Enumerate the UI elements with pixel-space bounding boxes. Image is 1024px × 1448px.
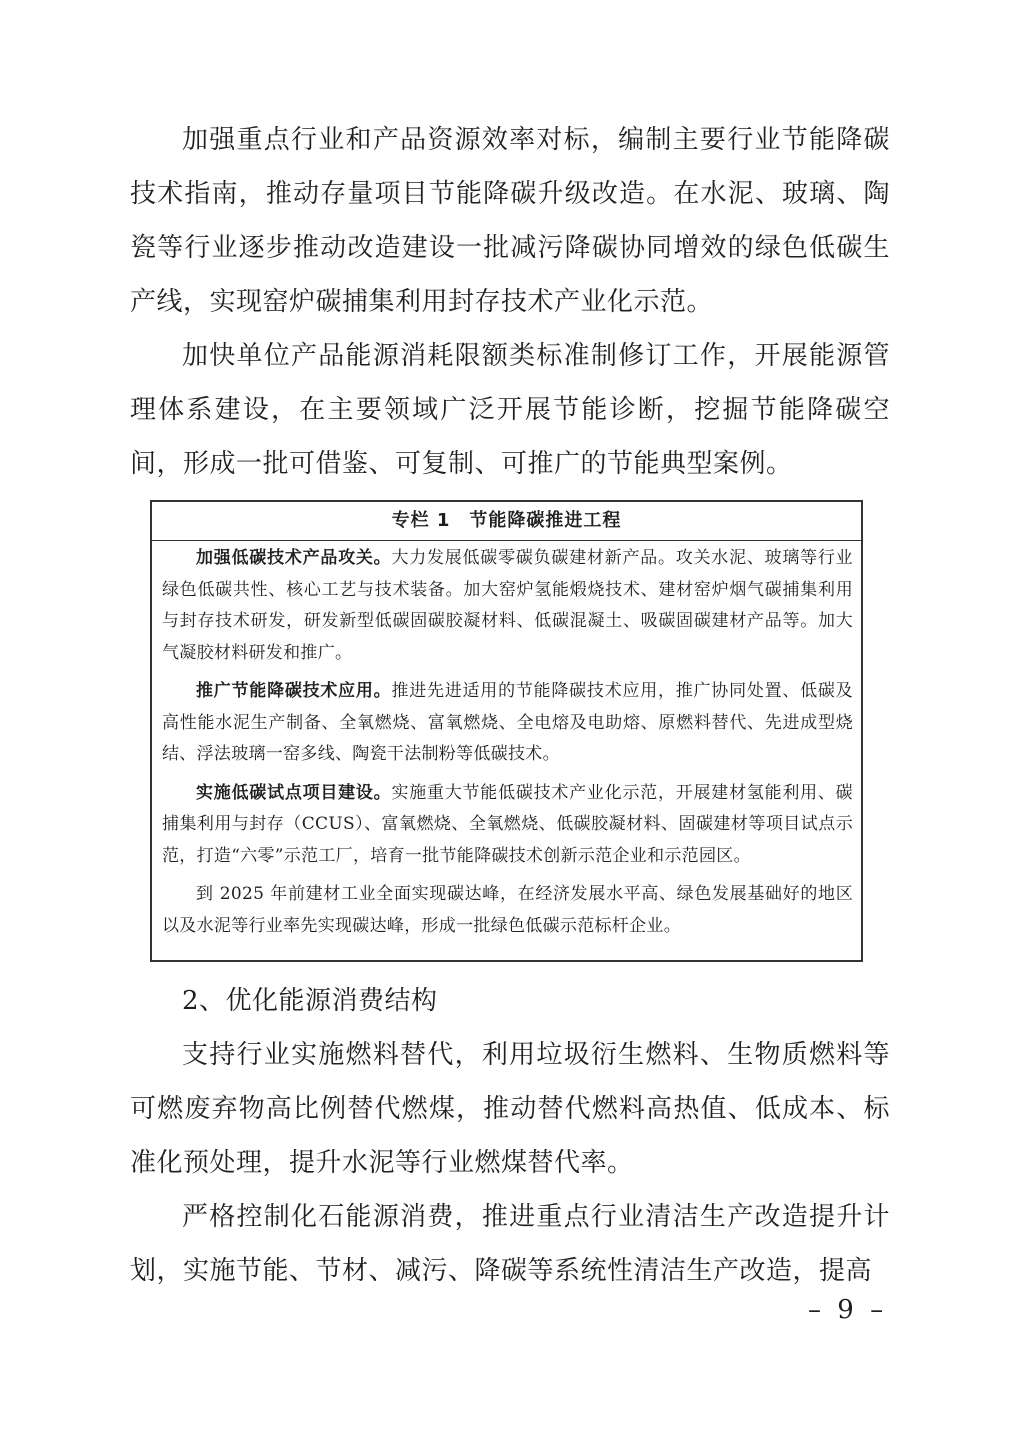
body-paragraph: 严格控制化石能源消费，推进重点行业清洁生产改造提升计划，实施节能、节材、减污、降碳等系统性清洁生产改造，提高 bbox=[130, 1202, 890, 1286]
column-box-title: 专栏 1 节能降碳推进工程 bbox=[152, 502, 861, 541]
column-item bbox=[162, 543, 853, 669]
column-item-text: 实施重大节能低碳技术产业化示范，开展建材氢能利用、碳捕集利用与封存（CCUS）、富氧燃烧、全氧燃烧、低碳胶凝材料、固碳建材等项目试点示范，打造“六零”示范工厂，培育一批节能降碳技术创新示范企业和示范园区。 bbox=[162, 782, 853, 866]
body-paragraph: 支持行业实施燃料替代，利用垃圾衍生燃料、生物质燃料等可燃废弃物高比例替代燃煤，推动替代燃料高热值、低成本、标准化预处理，提升水泥等行业燃煤替代率。 bbox=[130, 1040, 890, 1178]
column-item-text: 大力发展低碳零碳负碳建材新产品。攻关水泥、玻璃等行业绿色低碳共性、核心工艺与技术装备。加大窑炉氢能煅烧技术、建材窑炉烟气碳捕集利用与封存技术研发，研发新型低碳固碳胶凝材料、低碳混凝土、吸碳固碳建材产品等。加大气凝胶材料研发和推广。 bbox=[162, 548, 853, 663]
column-box-body bbox=[152, 541, 861, 942]
body-paragraph: 加强重点行业和产品资源效率对标，编制主要行业节能降碳技术指南，推动存量项目节能降碳升级改造。在水泥、玻璃、陶瓷等行业逐步推动改造建设一批减污降碳协同增效的绿色低碳生产线，实现窑炉碳捕集利用封存技术产业化示范。 bbox=[130, 125, 890, 317]
column-item-lead: 推广节能降碳技术应用。 bbox=[196, 681, 392, 701]
column-item-lead: 加强低碳技术产品攻关。 bbox=[196, 548, 392, 568]
body-paragraph: 加快单位产品能源消耗限额类标准制修订工作，开展能源管理体系建设，在主要领域广泛开展节能诊断，挖掘节能降碳空间，形成一批可借鉴、可复制、可推广的节能典型案例。 bbox=[130, 341, 890, 479]
column-box bbox=[150, 500, 863, 962]
column-item bbox=[162, 778, 853, 873]
column-item-lead: 实施低碳试点项目建设。 bbox=[196, 782, 392, 803]
column-item bbox=[162, 676, 853, 771]
column-item bbox=[162, 879, 853, 942]
section-heading: 2、优化能源消费结构 bbox=[182, 986, 438, 1016]
column-item-text: 到 2025 年前建材工业全面实现碳达峰，在经济发展水平高、绿色发展基础好的地区以及水泥等行业率先实现碳达峰，形成一批绿色低碳示范标杆企业。 bbox=[162, 884, 853, 936]
column-item-text: 推进先进适用的节能降碳技术应用，推广协同处置、低碳及高性能水泥生产制备、全氧燃烧、富氧燃烧、全电熔及电助熔、原燃料替代、先进成型烧结、浮法玻璃一窑多线、陶瓷干法制粉等低碳技术。 bbox=[162, 681, 853, 764]
page-number: – 9 – bbox=[808, 1295, 888, 1325]
